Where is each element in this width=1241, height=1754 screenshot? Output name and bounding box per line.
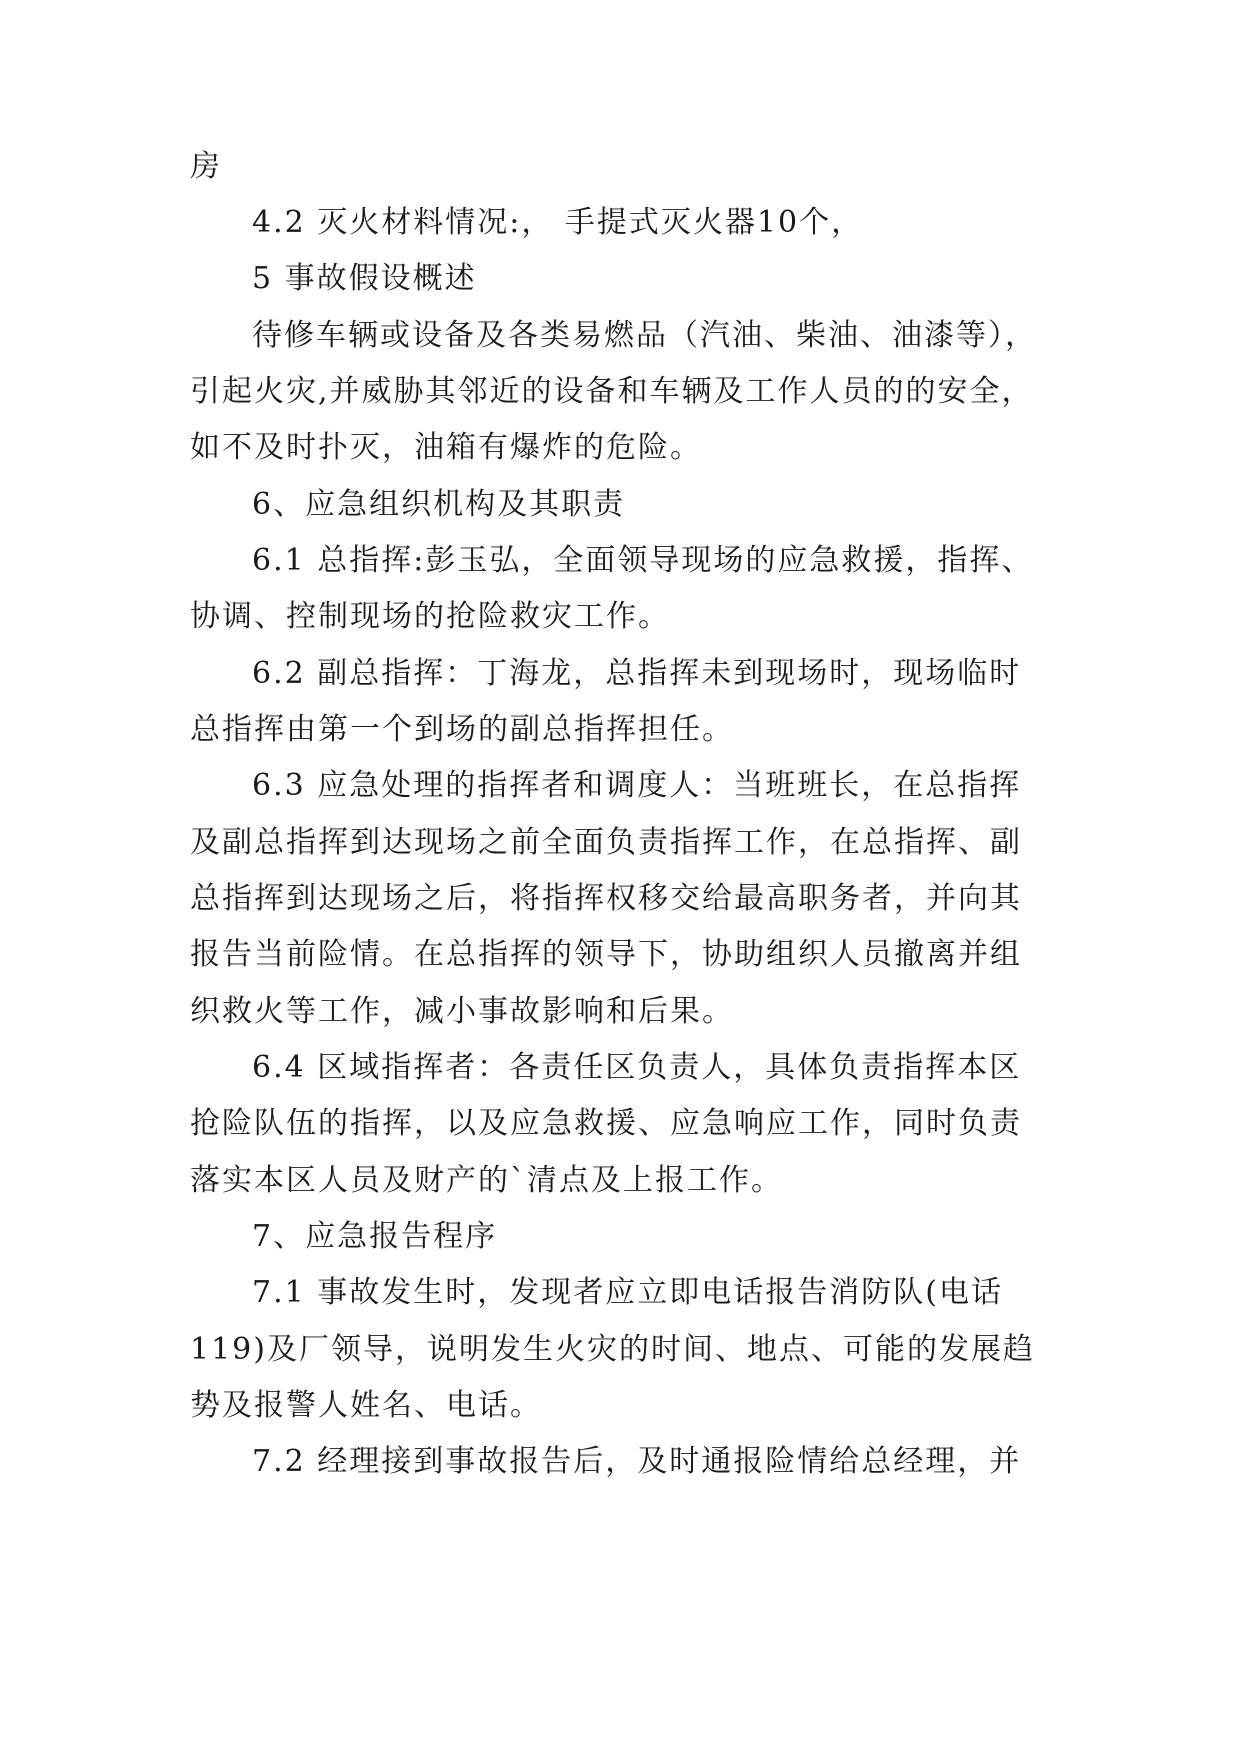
- text-line: 及副总指挥到达现场之前全面负责指挥工作，在总指挥、副: [190, 825, 1022, 860]
- text-line: 织救火等工作，减小事故影响和后果。: [190, 994, 734, 1029]
- section-heading: 7、应急报告程序: [252, 1219, 498, 1254]
- text-line: 总指挥到达现场之后，将指挥权移交给最高职务者，并向其: [190, 881, 1022, 916]
- text-line: 6.4 区域指挥者：各责任区负责人，具体负责指挥本区: [252, 1050, 1022, 1085]
- text-line: 协调、控制现场的抢险救灾工作。: [190, 599, 670, 634]
- section-heading: 5 事故假设概述: [252, 261, 477, 296]
- text-line: 6.2 副总指挥：丁海龙，总指挥未到现场时，现场临时: [252, 656, 1022, 691]
- text-line: 报告当前险情。在总指挥的领导下，协助组织人员撤离并组: [190, 937, 1022, 972]
- text-line: 119)及厂领导，说明发生火灾的时间、地点、可能的发展趋: [190, 1332, 1035, 1367]
- text-line: 落实本区人员及财产的`清点及上报工作。: [190, 1163, 783, 1198]
- text-line: 如不及时扑灭，油箱有爆炸的危险。: [190, 430, 702, 465]
- text-line: 房: [190, 149, 222, 184]
- text-line: 6.1 总指挥:彭玉弘，全面领导现场的应急救援，指挥、: [252, 543, 1034, 578]
- text-line: 势及报警人姓名、电话。: [190, 1388, 542, 1423]
- text-line: 总指挥由第一个到场的副总指挥担任。: [190, 712, 734, 747]
- text-line: 引起火灾,并威胁其邻近的设备和车辆及工作人员的的安全，: [190, 374, 1034, 409]
- text-line: 抢险队伍的指挥，以及应急救援、应急响应工作，同时负责: [190, 1106, 1022, 1141]
- text-line: 待修车辆或设备及各类易燃品（汽油、柴油、油漆等），: [252, 318, 1037, 353]
- text-line: 7.1 事故发生时，发现者应立即电话报告消防队(电话: [252, 1275, 1003, 1310]
- section-heading: 6、应急组织机构及其职责: [252, 487, 626, 522]
- text-line: 6.3 应急处理的指挥者和调度人：当班班长，在总指挥: [252, 768, 1022, 803]
- text-line: 7.2 经理接到事故报告后，及时通报险情给总经理，并: [252, 1444, 1022, 1479]
- text-line: 4.2 灭火材料情况:， 手提式灭火器10个，: [252, 205, 864, 240]
